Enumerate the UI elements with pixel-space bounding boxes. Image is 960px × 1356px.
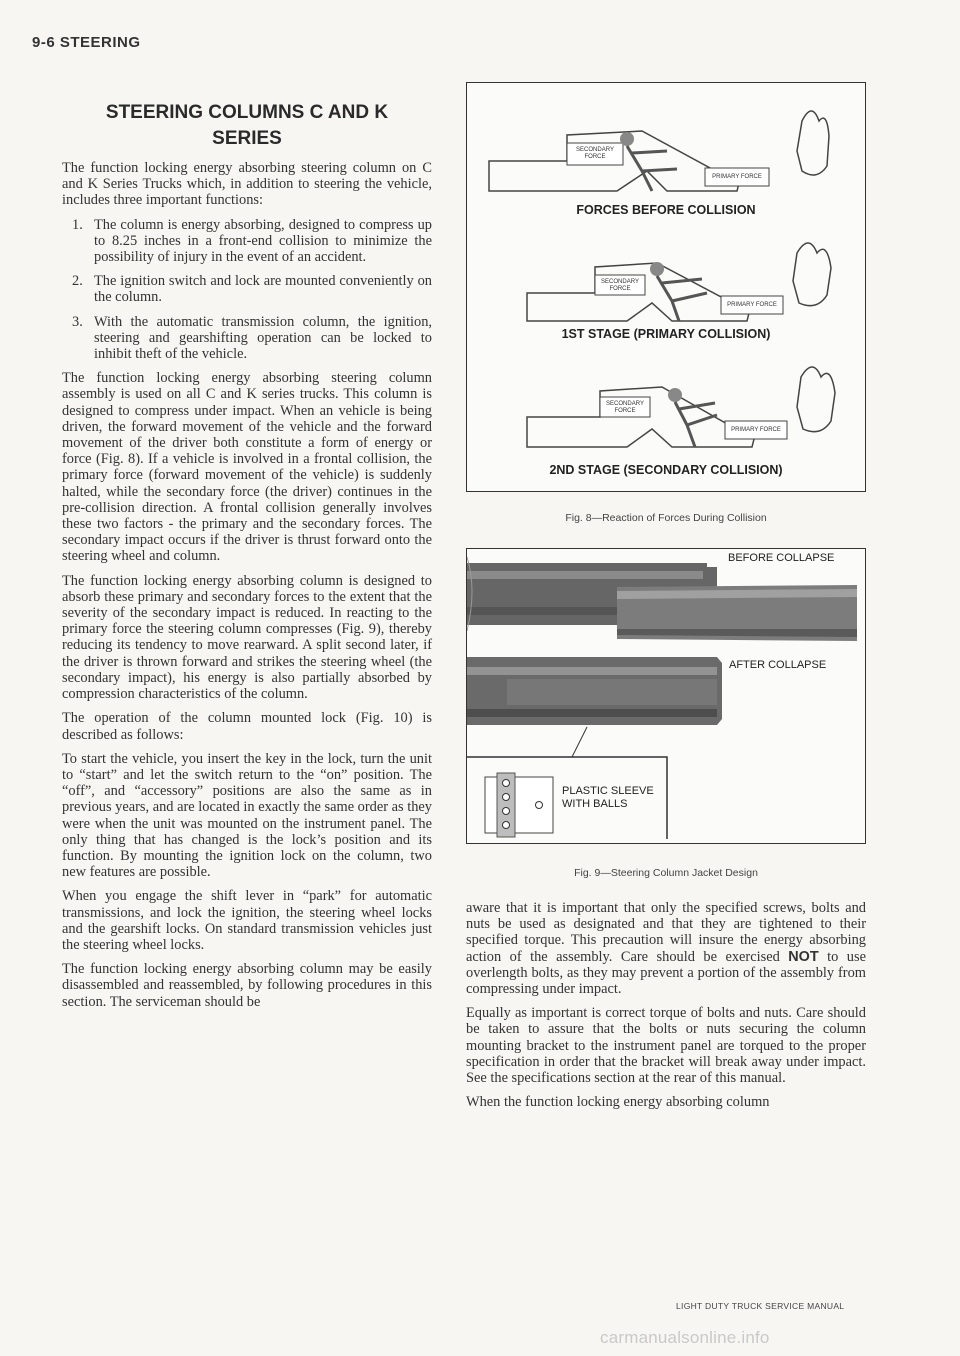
body-paragraph: Equally as important is correct torque of bolts and nuts. Care should be taken to assure that the bolts or nuts securing the column mounting bracket to the instrument panel are torqued to the proper specification in order that the bracket will break away under impact. See the specifications section at the rear of this manual.	[466, 1005, 866, 1087]
collision-illustration	[467, 351, 864, 481]
intro-paragraph: The function locking energy absorbing steering column on C and K Series Trucks which, in addition to steering the vehicle, includes three important functions:	[62, 160, 432, 209]
body-paragraph: The operation of the column mounted lock (Fig. 10) is described as follows:	[62, 710, 432, 743]
body-paragraph: aware that it is important that only the specified screws, bolts and nuts be used as designated and that they are tightened to their specified torque. This precaution will insure the energy absorbing action of the assembly. Care should be exercised NOT to use overlength bolts, as they may prevent a portion of the assembly from compressing under impact.	[466, 900, 866, 998]
function-list	[62, 217, 432, 363]
plastic-sleeve-label	[562, 785, 654, 811]
secondary-force-label: SECONDARY FORCE	[601, 279, 639, 292]
list-number: 3.	[72, 313, 83, 330]
body-paragraph: The function locking energy absorbing column is designed to absorb these primary and secondary forces to the extent that the severity of the secondary impact is reduced. In reacting to the primary force the steering column compresses (Fig. 9), thereby reducing its tendency to move rearward. A split second later, if the driver is thrown forward and strikes the steering wheel (the secondary impact), his energy is also partially absorbed by compression characteristics of the column.	[62, 572, 432, 703]
list-number: 1.	[72, 216, 83, 233]
primary-force-label: PRIMARY FORCE	[712, 174, 762, 180]
column-jacket-illustration	[467, 549, 864, 842]
secondary-force-label: SECONDARY FORCE	[576, 147, 614, 160]
list-number: 2.	[72, 273, 83, 290]
before-collapse-label: BEFORE COLLAPSE	[728, 552, 835, 564]
section-title-line2: SERIES	[212, 128, 282, 149]
primary-force-label: PRIMARY FORCE	[727, 302, 777, 308]
list-item	[72, 314, 432, 363]
figure-9	[466, 548, 866, 844]
list-item	[72, 273, 432, 305]
list-text: The column is energy absorbing, designed to compress up to 8.25 inches in a front-end collision to minimize the possibility of injury in the event of an accident.	[94, 216, 432, 266]
page-header: 9-6 STEERING	[32, 34, 141, 51]
plastic-sleeve-label-line1: PLASTIC SLEEVE	[562, 785, 654, 797]
body-paragraph: When you engage the shift lever in “park” for automatic transmissions, and lock the ignition, the steering wheel locks and the gearshift locks. On standard transmission vehicles just the steering wheel locks.	[62, 888, 432, 953]
body-paragraph: To start the vehicle, you insert the key in the lock, turn the unit to “start” and let the switch return to the “on” position. The “off”, and “accessory” positions are also the same as in previous years, and are located in exactly the same order as they were when the unit was mounted on the instrument panel. The only thing that has changed is the lock’s position and its function. By mounting the ignition lock on the column, two new features are possible.	[62, 750, 433, 881]
figure-8	[466, 82, 866, 492]
body-paragraph: The function locking energy absorbing steering column assembly is used on all C and K series trucks. This column is designed to compress under impact. When an vehicle is being driven, the forward movement of the vehicle and the forward movement of the driver both constitute a form of energy or force (Fig. 8). If a vehicle is involved in a frontal collision, the primary force (forward movement of the vehicle) is suddenly halted, while the secondary force (the driver) continues in the pre-collision direction. A frontal collision generally involves these two factors - the primary and the secondary forces. The secondary impact occurs if the driver is thrust forward onto the steering wheel and column.	[62, 370, 432, 565]
fig8-stage-primary	[467, 223, 865, 353]
primary-force-label: PRIMARY FORCE	[731, 427, 781, 433]
body-paragraph: When the function locking energy absorbing column	[466, 1094, 770, 1111]
body-paragraph: The function locking energy absorbing column may be easily disassembled and reassembled, by following procedures in this section. The serviceman should be	[62, 961, 432, 1010]
section-title-line1: STEERING COLUMNS C AND K	[105, 102, 389, 123]
fig8-stage-caption: 2ND STAGE (SECONDARY COLLISION)	[549, 463, 783, 477]
after-collapse-label: AFTER COLLAPSE	[729, 659, 827, 671]
fig8-stage-before	[467, 91, 865, 221]
watermark: carmanualsonline.info	[600, 1328, 770, 1347]
left-column	[62, 100, 432, 1018]
collision-illustration	[467, 91, 864, 221]
fig8-stage-caption: 1ST STAGE (PRIMARY COLLISION)	[561, 327, 771, 341]
section-title	[62, 100, 432, 152]
fig9-caption: Fig. 9—Steering Column Jacket Design	[574, 867, 758, 879]
manual-footer: LIGHT DUTY TRUCK SERVICE MANUAL	[676, 1301, 845, 1311]
fig8-caption: Fig. 8—Reaction of Forces During Collision	[565, 512, 767, 524]
list-text: With the automatic transmission column, the ignition, steering and gearshifting operation can be locked to inhibit theft of the vehicle.	[94, 313, 432, 363]
list-item	[72, 217, 432, 266]
secondary-force-label: SECONDARY FORCE	[606, 401, 644, 414]
list-text: The ignition switch and lock are mounted conveniently on the column.	[94, 273, 432, 306]
emphasis-not: NOT	[788, 948, 819, 965]
fig8-stage-secondary	[467, 351, 865, 481]
fig8-stage-caption: FORCES BEFORE COLLISION	[576, 203, 756, 217]
plastic-sleeve-label-line2: WITH BALLS	[562, 798, 628, 810]
right-column-text	[466, 900, 866, 1118]
